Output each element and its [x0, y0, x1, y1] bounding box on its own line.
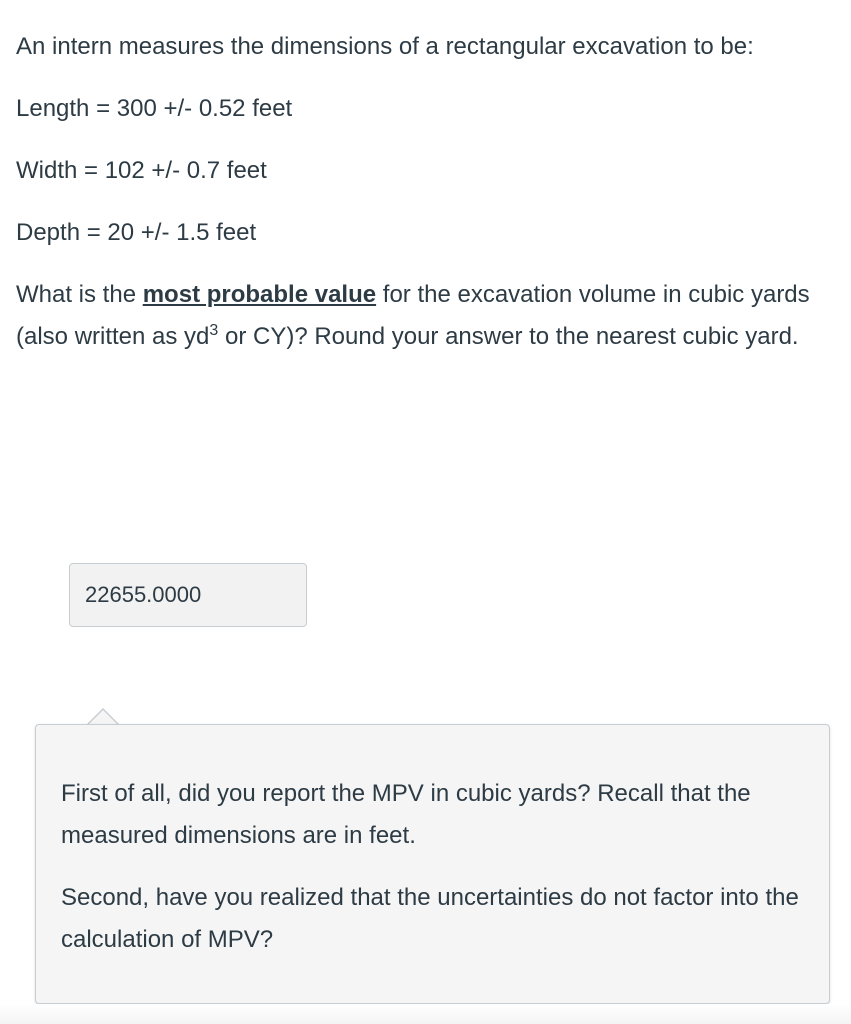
question-text	[16, 26, 846, 358]
answer-input[interactable]: 22655.0000	[69, 563, 307, 627]
prompt-superscript: 3	[209, 322, 219, 339]
feedback-paragraph-1: First of all, did you report the MPV in cubic yards? Recall that the measured dimensions are in feet.	[61, 780, 751, 849]
feedback-box	[35, 724, 830, 1004]
prompt-middle: for the excavation volume in cubic yards (also written as yd	[16, 281, 810, 350]
dimension-width: Width = 102 +/- 0.7 feet	[16, 157, 267, 184]
prompt-emphasis: most probable value	[142, 281, 377, 308]
question-prompt	[16, 274, 846, 358]
prompt-end: or CY)? Round your answer to the nearest cubic yard.	[218, 323, 799, 350]
question-intro: An intern measures the dimensions of a rectangular excavation to be:	[16, 33, 754, 60]
dimension-length: Length = 300 +/- 0.52 feet	[16, 95, 293, 122]
prompt-start: What is the	[16, 281, 143, 308]
feedback-paragraph-2: Second, have you realized that the uncertainties do not factor into the calculation of MPV?	[61, 884, 799, 953]
dimension-depth: Depth = 20 +/- 1.5 feet	[16, 219, 257, 246]
bottom-shadow	[0, 1004, 851, 1024]
